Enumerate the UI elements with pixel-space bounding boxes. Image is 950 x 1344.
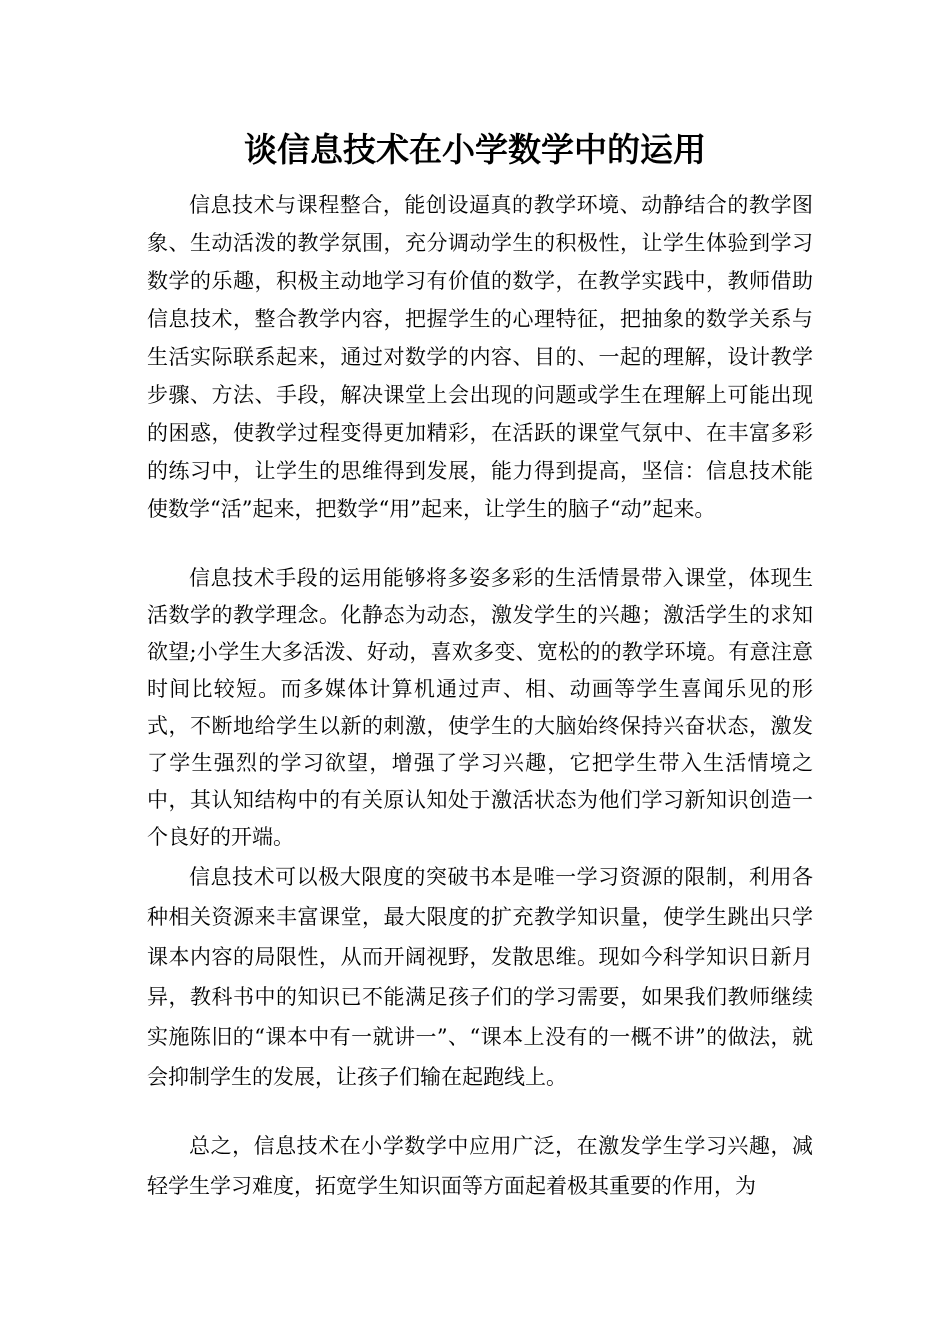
paragraph-2: 信息技术手段的运用能够将多姿多彩的生活情景带入课堂，体现生活数学的教学理念。化静态为动态，激发学生的兴趣；激活学生的求知欲望;小学生大多活泼、好动，喜欢多变、宽松的的教学环境。有意注意时间比较短。而多媒体计算机通过声、相、动画等学生喜闻乐见的形式，不断地给学生以新的刺激，使学生的大脑始终保持兴奋状态，激发了学生强烈的学习欲望，增强了学习兴趣，它把学生带入生活情境之中，其认知结构中的有关原认知处于激活状态为他们学习新知识创造一个良好的开端。 [147,566,813,849]
paragraph-4: 总之，信息技术在小学数学中应用广泛，在激发学生学习兴趣，减轻学生学习难度，拓宽学生知识面等方面起着极其重要的作用，为 [147,1134,813,1198]
paragraph-3: 信息技术可以极大限度的突破书本是唯一学习资源的限制，利用各种相关资源来丰富课堂，最大限度的扩充教学知识量，使学生跳出只学课本内容的局限性，从而开阔视野，发散思维。现如今科学知识日新月异，教科书中的知识已不能满足孩子们的学习需要，如果我们教师继续实施陈旧的“课本中有一就讲一”、“课本上没有的一概不讲”的做法，就会抑制学生的发展，让孩子们输在起跑线上。 [147,865,813,1089]
paragraph-1: 信息技术与课程整合，能创设逼真的教学环境、动静结合的教学图象、生动活泼的教学氛围，充分调动学生的积极性，让学生体验到学习数学的乐趣，积极主动地学习有价值的数学，在教学实践中，教师借助信息技术，整合教学内容，把握学生的心理特征，把抽象的数学关系与生活实际联系起来，通过对数学的内容、目的、一起的理解，设计教学步骤、方法、手段，解决课堂上会出现的问题或学生在理解上可能出现的困惑，使教学过程变得更加精彩，在活跃的课堂气氛中、在丰富多彩的练习中，让学生的思维得到发展，能力得到提高，坚信：信息技术能使数学“活”起来，把数学“用”起来，让学生的脑子“动”起来。 [147,193,813,521]
document-title: 谈信息技术在小学数学中的运用 [244,130,706,169]
